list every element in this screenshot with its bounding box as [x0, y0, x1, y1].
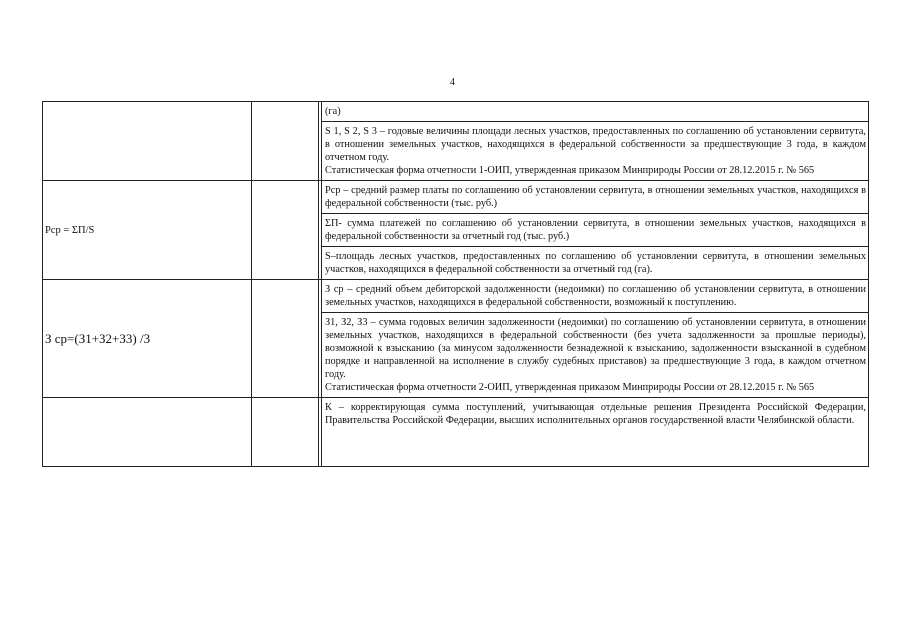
formula-table — [42, 101, 869, 467]
formula-cell — [43, 102, 252, 181]
description-text: (га) — [321, 102, 868, 121]
description-text: З ср – средний объем дебиторской задолженности (недоимки) по соглашению об установлении сервитута, в отношении земельных участков, находящихся в федеральной собственности, возможный к поступлению. — [321, 280, 868, 312]
formula-text: Рср = ΣП/S — [45, 224, 95, 236]
formula-cell — [43, 398, 252, 467]
description-block — [321, 312, 868, 397]
description-cell — [319, 398, 869, 467]
page-number: 4 — [450, 77, 455, 88]
description-cell — [319, 280, 869, 398]
description-text: Рср – средний размер платы по соглашению об установлении сервитута, в отношении земельных участков, находящихся в федеральной собственности (тыс. руб.) — [321, 181, 868, 213]
formula-cell — [43, 181, 252, 280]
description-text: Статистическая форма отчетности 1-ОИП, утвержденная приказом Минприроды России от 28.12.2015 г. № 565 — [325, 165, 815, 176]
description-text: К – корректирующая сумма поступлений, учитывающая отдельные решения Президента Российской Федерации, Правительства Российской Федерации, высших исполнительных органов государственной власти Челябинской области. — [321, 398, 868, 466]
description-text: S–площадь лесных участков, предоставленных по соглашению об установлении сервитута, в отношении земельных участков, находящихся в федеральной собственности за отчетный год (га). — [321, 246, 868, 279]
spacer-cell — [252, 181, 319, 280]
table-row — [43, 102, 869, 181]
description-text: Статистическая форма отчетности 2-ОИП, утвержденная приказом Минприроды России от 28.12.2015 г. № 565 — [325, 382, 815, 393]
formula-cell — [43, 280, 252, 398]
description-block — [321, 121, 868, 180]
spacer-cell — [252, 280, 319, 398]
table-row — [43, 398, 869, 467]
description-text: S 1, S 2, S 3 – годовые величины площади лесных участков, предоставленных по соглашению об установлении сервитута, в отношении земельных участков, находящихся в федеральной собственности за предшествующие 3 года, в каждом отчетном году. — [325, 126, 866, 163]
table-row — [43, 181, 869, 280]
description-text: ΣП- сумма платежей по соглашению об установлении сервитута, в отношении земельных участков, находящихся в федеральной собственности за отчетный год (тыс. руб.) — [321, 213, 868, 246]
spacer-cell — [252, 102, 319, 181]
formula-text: З ср=(З1+З2+З3) /3 — [45, 330, 151, 346]
description-text: З1, З2, З3 – сумма годовых величин задолженности (недоимки) по соглашению об установлении сервитута, в отношении земельных участков, находящихся в федеральной собственности (без учета задолженности за прошлые периоды), возможной к взысканию (за минусом задолженности безнадежной к взысканию, задолженности взысканной в судебном порядке и направленной на исполнение в службу судебных приставов) за предшествующие 3 года, в каждом отчетном году. — [325, 317, 866, 380]
description-cell — [319, 181, 869, 280]
spacer-cell — [252, 398, 319, 467]
description-cell — [319, 102, 869, 181]
table-row — [43, 280, 869, 398]
